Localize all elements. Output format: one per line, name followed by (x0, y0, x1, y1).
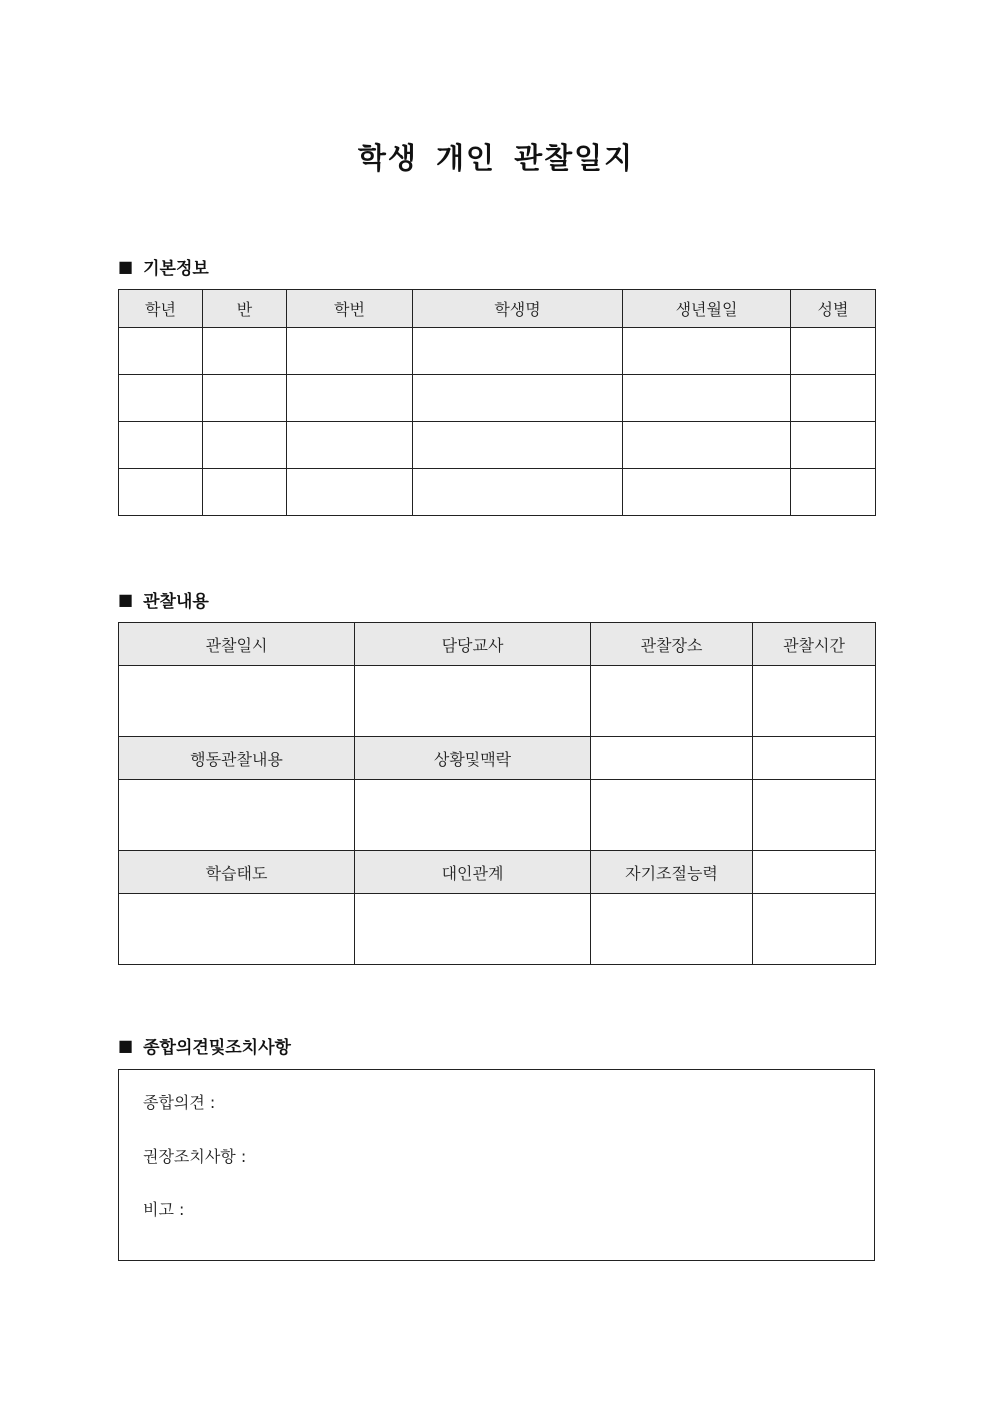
table-cell[interactable] (753, 780, 876, 851)
table-cell[interactable] (287, 375, 413, 422)
table-cell[interactable] (287, 422, 413, 469)
table-cell[interactable] (591, 666, 753, 737)
square-bullet-icon: ■ (118, 590, 134, 609)
header-learning-attitude: 학습태도 (119, 851, 355, 894)
table-cell[interactable] (591, 737, 753, 780)
table-cell[interactable] (753, 666, 876, 737)
table-row (119, 780, 876, 851)
table-cell[interactable] (753, 737, 876, 780)
square-bullet-icon: ■ (118, 257, 134, 276)
table-cell[interactable] (413, 375, 623, 422)
section-heading-observation (118, 587, 209, 612)
table-cell[interactable] (591, 894, 753, 965)
table-cell[interactable] (203, 375, 287, 422)
table-cell[interactable] (413, 469, 623, 516)
table-header-row (119, 851, 876, 894)
table-cell[interactable] (591, 780, 753, 851)
column-header-birthdate: 생년월일 (623, 290, 791, 328)
table-row (119, 666, 876, 737)
table-row (119, 894, 876, 965)
document-title: 학생 개인 관찰일지 (357, 141, 635, 175)
table-cell[interactable] (623, 375, 791, 422)
header-teacher: 담당교사 (355, 623, 591, 666)
header-observation-time: 관찰시간 (753, 623, 876, 666)
table-cell[interactable] (413, 328, 623, 375)
header-self-regulation: 자기조절능력 (591, 851, 753, 894)
square-bullet-icon: ■ (118, 1036, 134, 1055)
table-cell[interactable] (413, 422, 623, 469)
table-cell[interactable] (119, 375, 203, 422)
recommended-action-label: 권장조치사항 : (143, 1147, 247, 1166)
table-cell[interactable] (623, 469, 791, 516)
table-cell[interactable] (791, 375, 876, 422)
table-cell[interactable] (119, 328, 203, 375)
table-row (119, 328, 876, 375)
table-row (119, 469, 876, 516)
table-cell[interactable] (119, 894, 355, 965)
header-situation-context: 상황및맥락 (355, 737, 591, 780)
table-cell[interactable] (119, 780, 355, 851)
table-cell[interactable] (753, 894, 876, 965)
header-interpersonal: 대인관계 (355, 851, 591, 894)
observation-table (118, 622, 876, 965)
section-title: 관찰내용 (143, 592, 209, 612)
table-cell[interactable] (753, 851, 876, 894)
table-cell[interactable] (203, 328, 287, 375)
table-cell[interactable] (203, 422, 287, 469)
section-heading-basic (118, 254, 209, 279)
table-cell[interactable] (355, 666, 591, 737)
table-row (119, 375, 876, 422)
summary-box[interactable] (118, 1069, 875, 1261)
table-cell[interactable] (287, 469, 413, 516)
remarks-label: 비고 : (143, 1200, 185, 1219)
table-cell[interactable] (119, 422, 203, 469)
table-cell[interactable] (791, 469, 876, 516)
table-cell[interactable] (203, 469, 287, 516)
column-header-gender: 성별 (791, 290, 876, 328)
table-cell[interactable] (287, 328, 413, 375)
table-cell[interactable] (355, 780, 591, 851)
table-header-row (119, 290, 876, 328)
basic-info-table (118, 289, 876, 516)
table-header-row (119, 737, 876, 780)
table-cell[interactable] (355, 894, 591, 965)
header-observation-place: 관찰장소 (591, 623, 753, 666)
column-header-student-name: 학생명 (413, 290, 623, 328)
table-cell[interactable] (119, 469, 203, 516)
table-cell[interactable] (119, 666, 355, 737)
table-header-row (119, 623, 876, 666)
table-row (119, 422, 876, 469)
column-header-grade: 학년 (119, 290, 203, 328)
column-header-class: 반 (203, 290, 287, 328)
header-behavior-observation: 행동관찰내용 (119, 737, 355, 780)
overall-opinion-label: 종합의견 : (143, 1093, 216, 1112)
section-title: 종합의견및조치사항 (143, 1038, 291, 1058)
table-cell[interactable] (791, 328, 876, 375)
table-cell[interactable] (623, 422, 791, 469)
table-cell[interactable] (791, 422, 876, 469)
section-heading-summary (118, 1033, 291, 1058)
column-header-student-number: 학번 (287, 290, 413, 328)
section-title: 기본정보 (143, 259, 209, 279)
header-observation-datetime: 관찰일시 (119, 623, 355, 666)
table-cell[interactable] (623, 328, 791, 375)
